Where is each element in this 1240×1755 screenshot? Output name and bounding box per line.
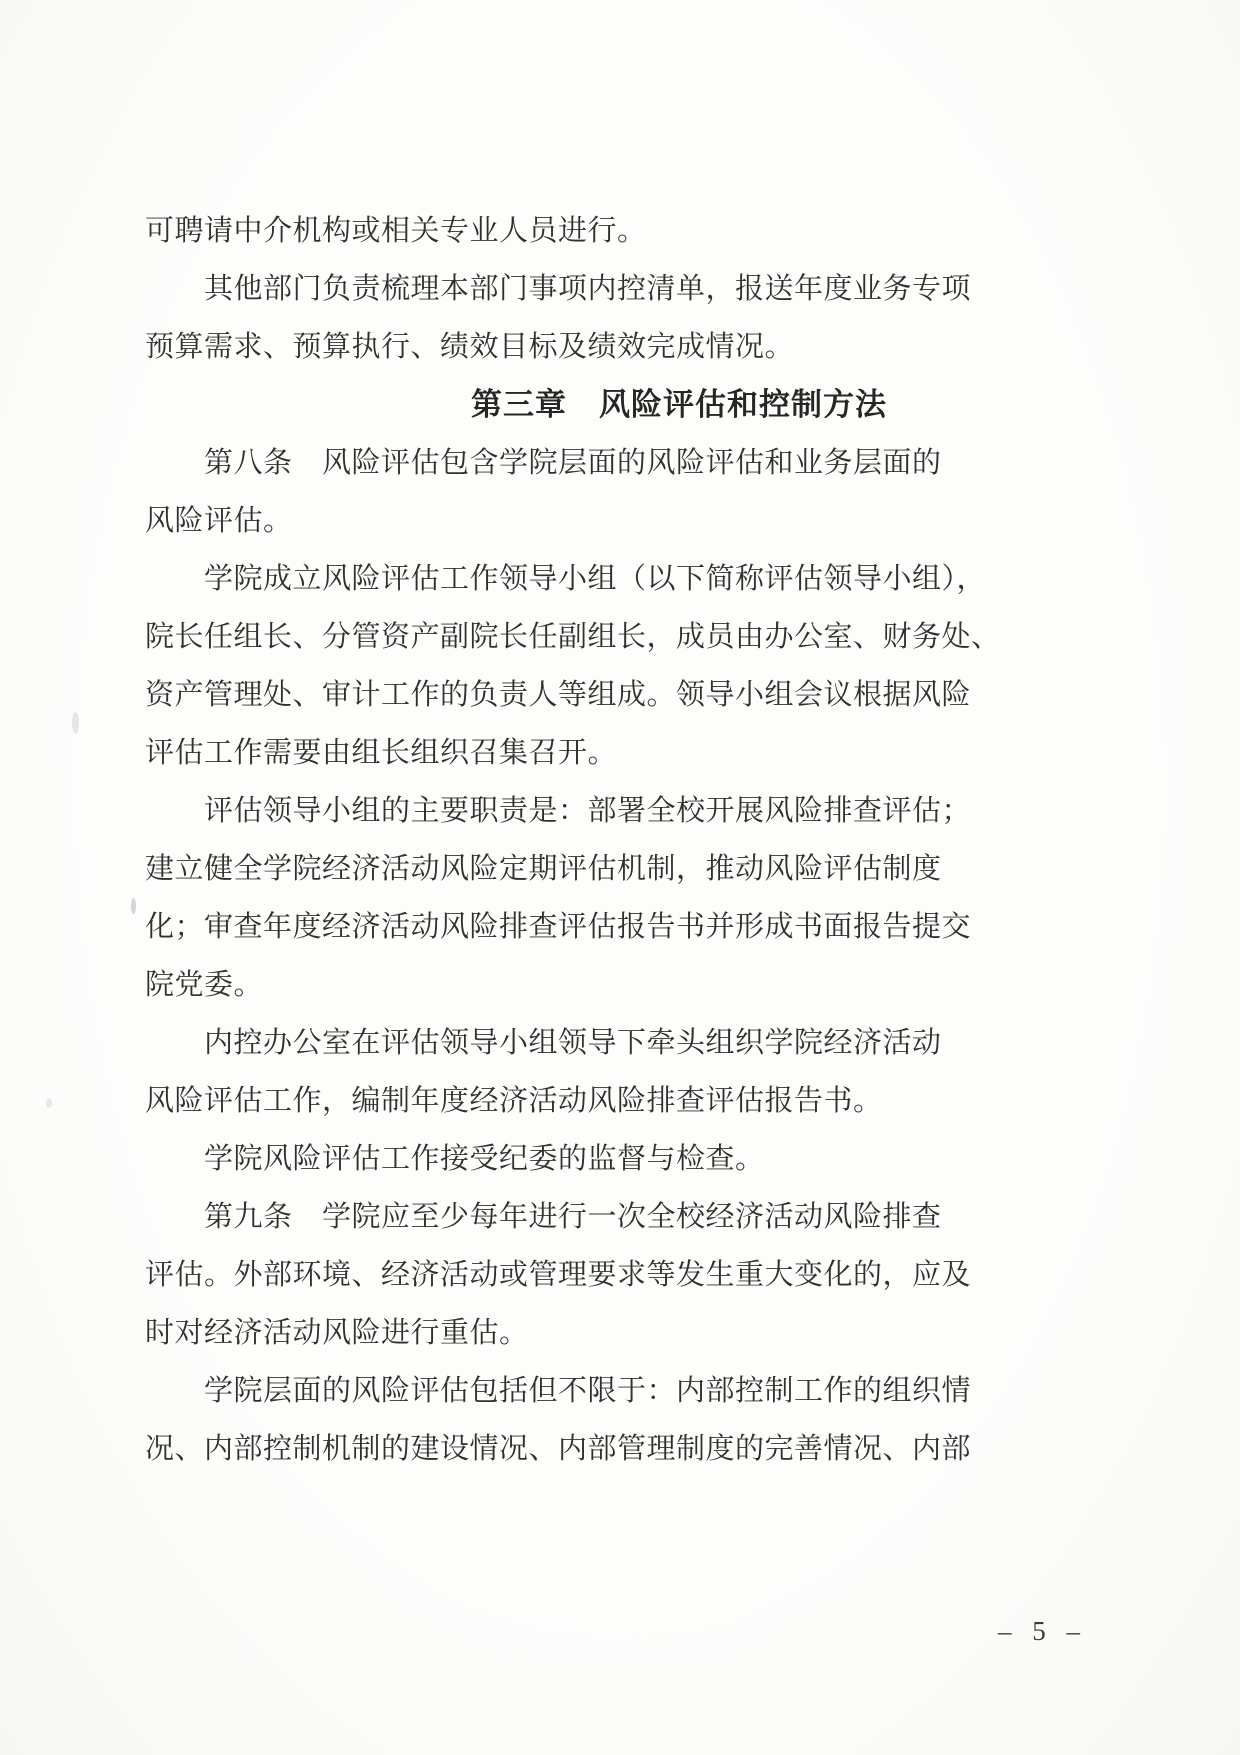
text-line: 第三章 风险评估和控制方法 — [471, 387, 887, 422]
text-line: 第九条 学院应至少每年进行一次全校经济活动风险排查 — [204, 1201, 942, 1233]
scan-smudge — [46, 1098, 52, 1108]
page-number: – 5 – — [998, 1616, 1087, 1646]
text-line: 时对经济活动风险进行重估。 — [145, 1317, 529, 1349]
text-line: 评估领导小组的主要职责是：部署全校开展风险排查评估； — [204, 795, 972, 827]
text-line: 院长任组长、分管资产副院长任副组长，成员由办公室、财务处、 — [145, 621, 1001, 653]
chapter-heading — [0, 376, 1240, 434]
paragraph — [145, 260, 1005, 376]
text-line: 风险评估。 — [145, 505, 293, 537]
scan-smudge — [131, 898, 136, 914]
paragraph — [145, 550, 1005, 782]
text-line: 学院层面的风险评估包括但不限于：内部控制工作的组织情 — [204, 1375, 972, 1407]
text-line: 学院成立风险评估工作领导小组（以下简称评估领导小组）， — [204, 563, 987, 595]
text-line: 评估。外部环境、经济活动或管理要求等发生重大变化的，应及 — [145, 1259, 972, 1291]
text-line: 内控办公室在评估领导小组领导下牵头组织学院经济活动 — [204, 1027, 942, 1059]
document-body — [145, 202, 1005, 1478]
scan-smudge — [72, 712, 79, 734]
text-line: 可聘请中介机构或相关专业人员进行。 — [145, 215, 647, 247]
paragraph — [145, 1188, 1005, 1362]
text-line: 化；审查年度经济活动风险排查评估报告书并形成书面报告提交 — [145, 911, 972, 943]
paragraph — [145, 1362, 1005, 1478]
text-line: 评估工作需要由组长组织召集召开。 — [145, 737, 618, 769]
text-line: 其他部门负责梳理本部门事项内控清单，报送年度业务专项 — [204, 273, 972, 305]
paragraph — [145, 434, 1005, 550]
text-line: 风险评估工作，编制年度经济活动风险排查评估报告书。 — [145, 1085, 883, 1117]
text-line: 第八条 风险评估包含学院层面的风险评估和业务层面的 — [204, 447, 942, 479]
paragraph — [145, 202, 1005, 260]
paragraph — [145, 1014, 1005, 1130]
paragraph — [145, 1130, 1005, 1188]
paragraph — [145, 782, 1005, 1014]
text-line: 院党委。 — [145, 969, 264, 1001]
text-line: 建立健全学院经济活动风险定期评估机制，推动风险评估制度 — [145, 853, 942, 885]
text-line: 资产管理处、审计工作的负责人等组成。领导小组会议根据风险 — [145, 679, 972, 711]
text-line: 况、内部控制机制的建设情况、内部管理制度的完善情况、内部 — [145, 1433, 972, 1465]
text-line: 学院风险评估工作接受纪委的监督与检查。 — [204, 1143, 765, 1175]
text-line: 预算需求、预算执行、绩效目标及绩效完成情况。 — [145, 331, 795, 363]
